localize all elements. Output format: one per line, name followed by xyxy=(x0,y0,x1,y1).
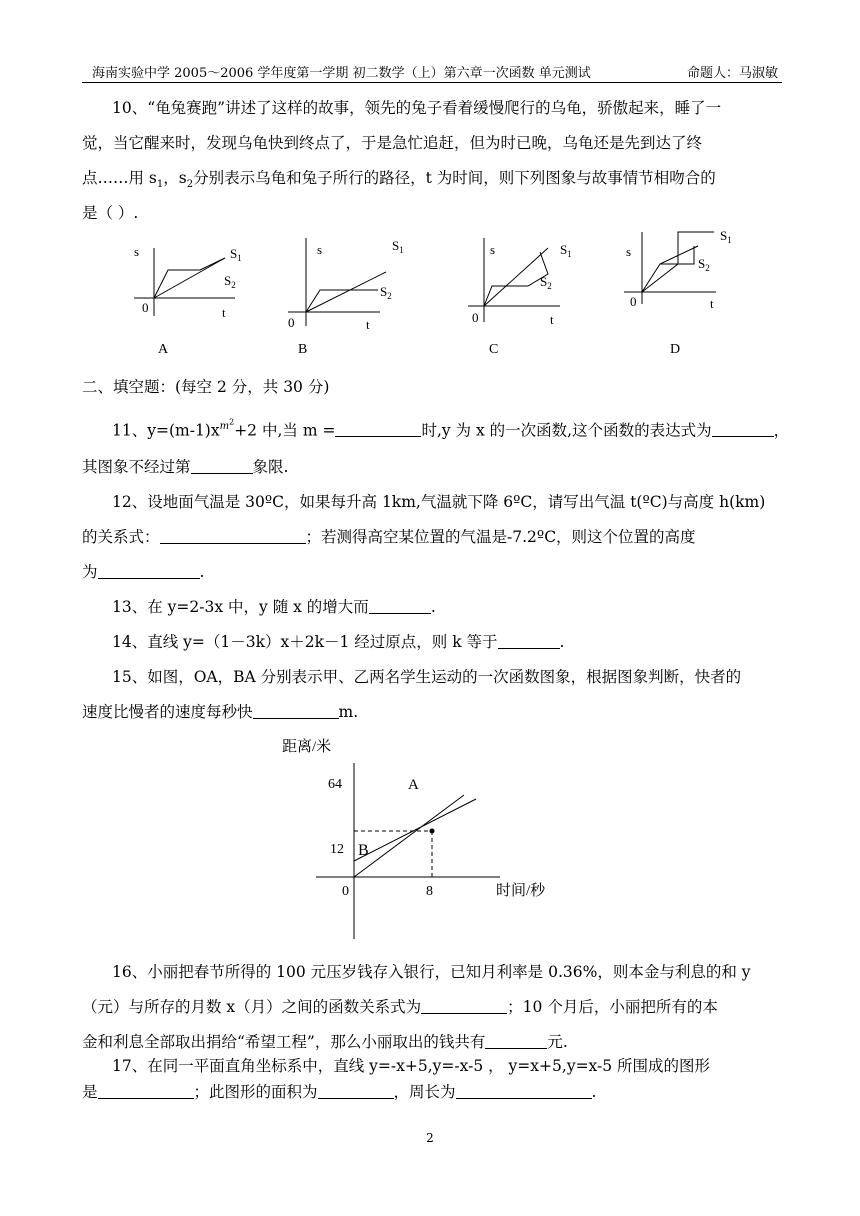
q12-line2 xyxy=(82,527,782,547)
q11-blank-quadrant[interactable] xyxy=(191,457,253,474)
q10-line4: 是（ ）. xyxy=(82,204,139,222)
axis-s-label: s xyxy=(626,244,632,259)
s2-label: $S_2$ xyxy=(380,284,392,301)
q16-text: （元）与所存的月数 x（月）之间的函数关系式为 xyxy=(82,998,422,1016)
axis-s-label: s xyxy=(317,242,323,257)
page-number: 2 xyxy=(426,1131,434,1145)
origin-label: 0 xyxy=(472,310,479,325)
q11-text: 时,y 为 x 的一次函数,这个函数的表达式为 xyxy=(421,421,712,440)
label-a: A xyxy=(408,777,419,793)
q14-line xyxy=(112,632,782,652)
q11-blank-m[interactable] xyxy=(335,420,421,437)
q17-text: ，周长为 xyxy=(393,1083,456,1101)
section-2-heading: 二、填空题：(每空 2 分，共 30 分) xyxy=(82,378,330,396)
graph-c xyxy=(468,238,572,327)
q16-blank-amount[interactable] xyxy=(485,1032,547,1049)
option-a-label: A xyxy=(158,342,169,357)
q14-text: 14、直线 y=（1－3k）x＋2k－1 经过原点，则 k 等于 xyxy=(112,633,498,651)
q10-text: 分别表示乌龟和兔子所行的路径，t 为时间，则下列图象与故事情节相吻合的 xyxy=(193,169,716,187)
q11-exponent: m2 xyxy=(219,418,235,433)
q17-text: ；此图形的面积为 xyxy=(193,1083,318,1101)
q17-blank-area[interactable] xyxy=(318,1082,394,1099)
s1-label: $S_1$ xyxy=(392,238,404,255)
q10-line2: 觉，当它醒来时，发现乌龟快到终点了，于是急忙追赶，但为时已晚，乌龟还是先到达了终 xyxy=(82,134,703,152)
q10-line1: 10、“龟兔赛跑”讲述了这样的故事，领先的兔子看着缓慢爬行的乌龟，骄傲起来，睡了一 xyxy=(112,99,722,117)
graph-a xyxy=(134,244,242,320)
tick-12: 12 xyxy=(330,842,344,857)
point-a xyxy=(430,829,435,834)
label-b: B xyxy=(358,842,369,859)
q11-text: 象限. xyxy=(252,458,289,476)
axis-t-label: t xyxy=(710,296,714,311)
q17-blank-shape[interactable] xyxy=(98,1082,194,1099)
q11-blank-expression[interactable] xyxy=(712,420,774,437)
tick-64: 64 xyxy=(328,777,342,792)
q13-text: 13、在 y=2-3x 中，y 随 x 的增大而 xyxy=(112,598,369,616)
origin-label: 0 xyxy=(142,300,149,315)
q17-text: . xyxy=(591,1083,597,1101)
q12-blank-height[interactable] xyxy=(98,562,200,579)
axis-s-label: s xyxy=(134,244,140,259)
q12-line1: 12、设地面气温是 30ºC，如果每升高 1km,气温就下降 6ºC，请写出气温 t(ºC)与高度 h(km) xyxy=(112,493,766,511)
s1-subscript: 1 xyxy=(156,179,164,191)
tick-8: 8 xyxy=(426,884,433,899)
q11-line2 xyxy=(82,457,782,477)
q12-line3 xyxy=(82,562,782,582)
origin-label: 0 xyxy=(288,315,295,330)
q10-option-graphs xyxy=(120,228,780,358)
page-header xyxy=(82,58,782,83)
q12-blank-relation[interactable] xyxy=(160,527,306,544)
graph-ylabel: 距离/米 xyxy=(282,739,332,755)
graph-d xyxy=(624,228,732,311)
option-b-label: B xyxy=(298,342,308,357)
q16-line3 xyxy=(82,1032,782,1052)
s2-label: $S_2$ xyxy=(698,256,710,273)
option-d-label: D xyxy=(670,342,681,357)
q15-blank[interactable] xyxy=(253,702,339,719)
q16-text: 金和利息全部取出捐给“希望工程”，那么小丽取出的钱共有 xyxy=(82,1033,486,1051)
q15-text: 速度比慢者的速度每秒快 xyxy=(82,703,253,721)
q14-text: . xyxy=(559,633,565,651)
line-oa xyxy=(354,795,464,877)
q12-text: ；若测得高空某位置的气温是-7.2ºC，则这个位置的高度 xyxy=(305,528,696,546)
line-ba xyxy=(354,799,476,861)
s1-label: $S_1$ xyxy=(230,246,242,263)
q15-text: m. xyxy=(338,703,359,721)
q16-blank-function[interactable] xyxy=(421,997,507,1014)
q10-text: ，s xyxy=(163,169,187,187)
q12-text: 为 xyxy=(82,563,98,581)
q11-text: +2 中,当 m = xyxy=(234,421,336,440)
q10-text: 点……用 s xyxy=(82,169,157,187)
graph-b xyxy=(288,238,404,332)
q15-graph xyxy=(270,725,570,945)
s2-label: $S_2$ xyxy=(224,273,236,290)
axis-s-label: s xyxy=(490,242,496,257)
axis-t-label: t xyxy=(366,317,370,332)
q12-text: . xyxy=(199,563,205,581)
q12-text: 的关系式： xyxy=(82,528,160,546)
q13-blank[interactable] xyxy=(369,597,431,614)
q13-line xyxy=(112,597,782,617)
graph-origin: 0 xyxy=(342,884,349,899)
q16-line2 xyxy=(82,997,782,1017)
q11-text: ， xyxy=(773,421,790,440)
q13-text: . xyxy=(430,598,436,616)
q11-text: 11、y=(m-1)x xyxy=(112,421,220,440)
q17-line2 xyxy=(82,1082,782,1102)
header-title: 海南实验中学 2005～2006 学年度第一学期 初二数学（上）第六章一次函数 单元测试 xyxy=(92,66,591,81)
graph-xlabel: 时间/秒 xyxy=(496,883,546,899)
axis-t-label: t xyxy=(222,305,226,320)
s2-subscript: 2 xyxy=(186,179,194,191)
s1-label: $S_1$ xyxy=(720,228,732,245)
header-author: 命题人：马淑敏 xyxy=(686,66,778,81)
q16-line1: 16、小丽把春节所得的 100 元压岁钱存入银行，已知月利率是 0.36%，则本金与利息的和 y xyxy=(112,963,751,981)
q10-line3 xyxy=(82,168,782,195)
axis-t-label: t xyxy=(550,312,554,327)
option-c-label: C xyxy=(489,342,499,357)
q11-text: 其图象不经过第 xyxy=(82,458,191,476)
q11-line1 xyxy=(112,413,790,440)
s2-label: $S_2$ xyxy=(540,274,552,291)
q15-line1: 15、如图，OA，BA 分别表示甲、乙两名学生运动的一次函数图象，根据图象判断，快者的 xyxy=(112,668,742,686)
q15-line2 xyxy=(82,702,782,722)
s1-label: $S_1$ xyxy=(560,242,572,259)
q17-text: 是 xyxy=(82,1083,98,1101)
origin-label: 0 xyxy=(630,294,637,309)
q14-blank[interactable] xyxy=(498,632,560,649)
q16-text: ；10 个月后，小丽把所有的本 xyxy=(507,998,718,1016)
q16-text: 元. xyxy=(547,1033,568,1051)
q17-blank-perimeter[interactable] xyxy=(456,1082,592,1099)
q17-line1: 17、在同一平面直角坐标系中，直线 y=-x+5,y=-x-5 ， y=x+5,y=x-5 所围成的图形 xyxy=(112,1057,711,1075)
